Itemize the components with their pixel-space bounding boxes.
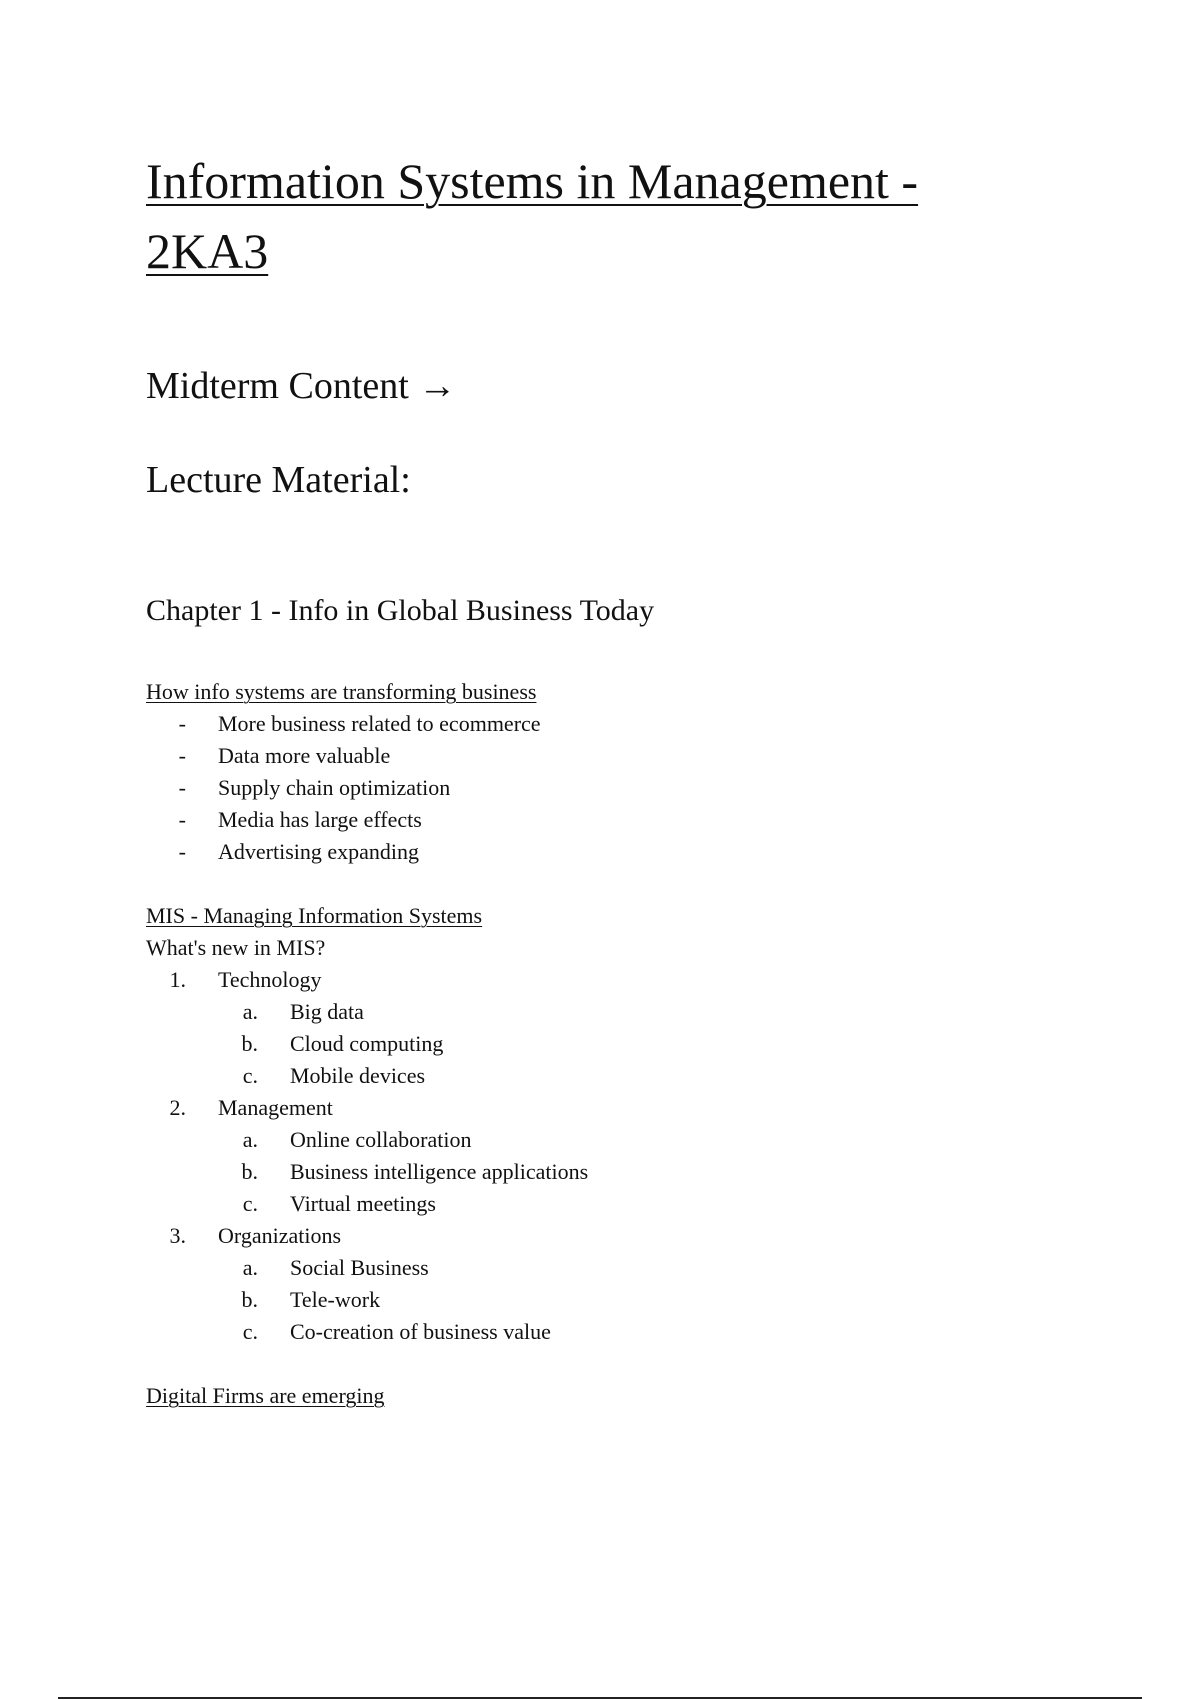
section-heading-text: How info systems are transforming business bbox=[146, 679, 537, 704]
sub-list-item-text: Online collaboration bbox=[290, 1127, 472, 1152]
sub-list-item-text: Tele-work bbox=[290, 1287, 381, 1312]
midterm-heading: Midterm Content → bbox=[146, 365, 457, 407]
section-digital-firms bbox=[146, 1380, 1046, 1412]
list-item-text: Advertising expanding bbox=[218, 839, 420, 864]
sub-list-item-text: Business intelligence applications bbox=[290, 1159, 589, 1184]
sub-list-letter: a. bbox=[242, 1255, 258, 1280]
list-number: 1. bbox=[169, 967, 186, 992]
bullet-marker: - bbox=[178, 807, 186, 832]
list-item-text: Technology bbox=[218, 967, 322, 992]
sub-list-item bbox=[146, 1252, 1046, 1284]
bullet-marker: - bbox=[178, 839, 186, 864]
list-item bbox=[146, 1220, 1046, 1252]
list-item-text: Media has large effects bbox=[218, 807, 422, 832]
section-transforming-business bbox=[146, 676, 1046, 868]
list-item-text: Organizations bbox=[218, 1223, 342, 1248]
sub-list-item-text: Co-creation of business value bbox=[290, 1319, 551, 1344]
sub-list-item-text: Virtual meetings bbox=[290, 1191, 436, 1216]
page-bottom-rule bbox=[58, 1697, 1142, 1699]
sub-list-item bbox=[146, 1028, 1046, 1060]
section-heading bbox=[146, 1380, 1046, 1412]
list-item bbox=[146, 964, 1046, 996]
list-item-text: Supply chain optimization bbox=[218, 775, 451, 800]
bullet-marker: - bbox=[178, 743, 186, 768]
sub-list-item bbox=[146, 1188, 1046, 1220]
sub-list-item-text: Big data bbox=[290, 999, 364, 1024]
sub-list-letter: c. bbox=[242, 1319, 258, 1344]
list-item bbox=[146, 804, 1046, 836]
sub-list-letter: c. bbox=[242, 1063, 258, 1088]
bullet-marker: - bbox=[178, 711, 186, 736]
document-title: Information Systems in Management - 2KA3 bbox=[146, 153, 919, 279]
sub-list-item bbox=[146, 1284, 1046, 1316]
section-heading-text: MIS - Managing Information Systems bbox=[146, 903, 483, 928]
chapter-heading: Chapter 1 - Info in Global Business Today bbox=[146, 594, 655, 627]
section-mis bbox=[146, 900, 1046, 1348]
sub-list-item bbox=[146, 1124, 1046, 1156]
sub-list-letter: a. bbox=[242, 1127, 258, 1152]
sub-list-item bbox=[146, 1156, 1046, 1188]
list-item bbox=[146, 740, 1046, 772]
sub-list-item bbox=[146, 1316, 1046, 1348]
list-item-text: Management bbox=[218, 1095, 333, 1120]
sub-list-item bbox=[146, 996, 1046, 1028]
list-item-text: More business related to ecommerce bbox=[218, 711, 541, 736]
list-item bbox=[146, 836, 1046, 868]
section-subheading bbox=[146, 932, 1046, 964]
sub-list-item-text: Mobile devices bbox=[290, 1063, 426, 1088]
list-item bbox=[146, 1092, 1046, 1124]
bullet-marker: - bbox=[178, 775, 186, 800]
sub-list-letter: b. bbox=[241, 1031, 258, 1056]
list-item bbox=[146, 772, 1046, 804]
sub-list-item-text: Social Business bbox=[290, 1255, 429, 1280]
lecture-heading: Lecture Material: bbox=[146, 459, 411, 501]
list-number: 2. bbox=[169, 1095, 186, 1120]
section-heading bbox=[146, 900, 1046, 932]
list-item bbox=[146, 708, 1046, 740]
sub-list-item-text: Cloud computing bbox=[290, 1031, 444, 1056]
sub-list-letter: a. bbox=[242, 999, 258, 1024]
sub-list-item bbox=[146, 1060, 1046, 1092]
sub-list-letter: b. bbox=[241, 1159, 258, 1184]
sub-list-letter: b. bbox=[241, 1287, 258, 1312]
list-number: 3. bbox=[169, 1223, 186, 1248]
section-subheading-text: What's new in MIS? bbox=[146, 935, 326, 960]
section-heading-text: Digital Firms are emerging bbox=[146, 1383, 385, 1408]
list-item-text: Data more valuable bbox=[218, 743, 391, 768]
section-heading bbox=[146, 676, 1046, 708]
sub-list-letter: c. bbox=[242, 1191, 258, 1216]
